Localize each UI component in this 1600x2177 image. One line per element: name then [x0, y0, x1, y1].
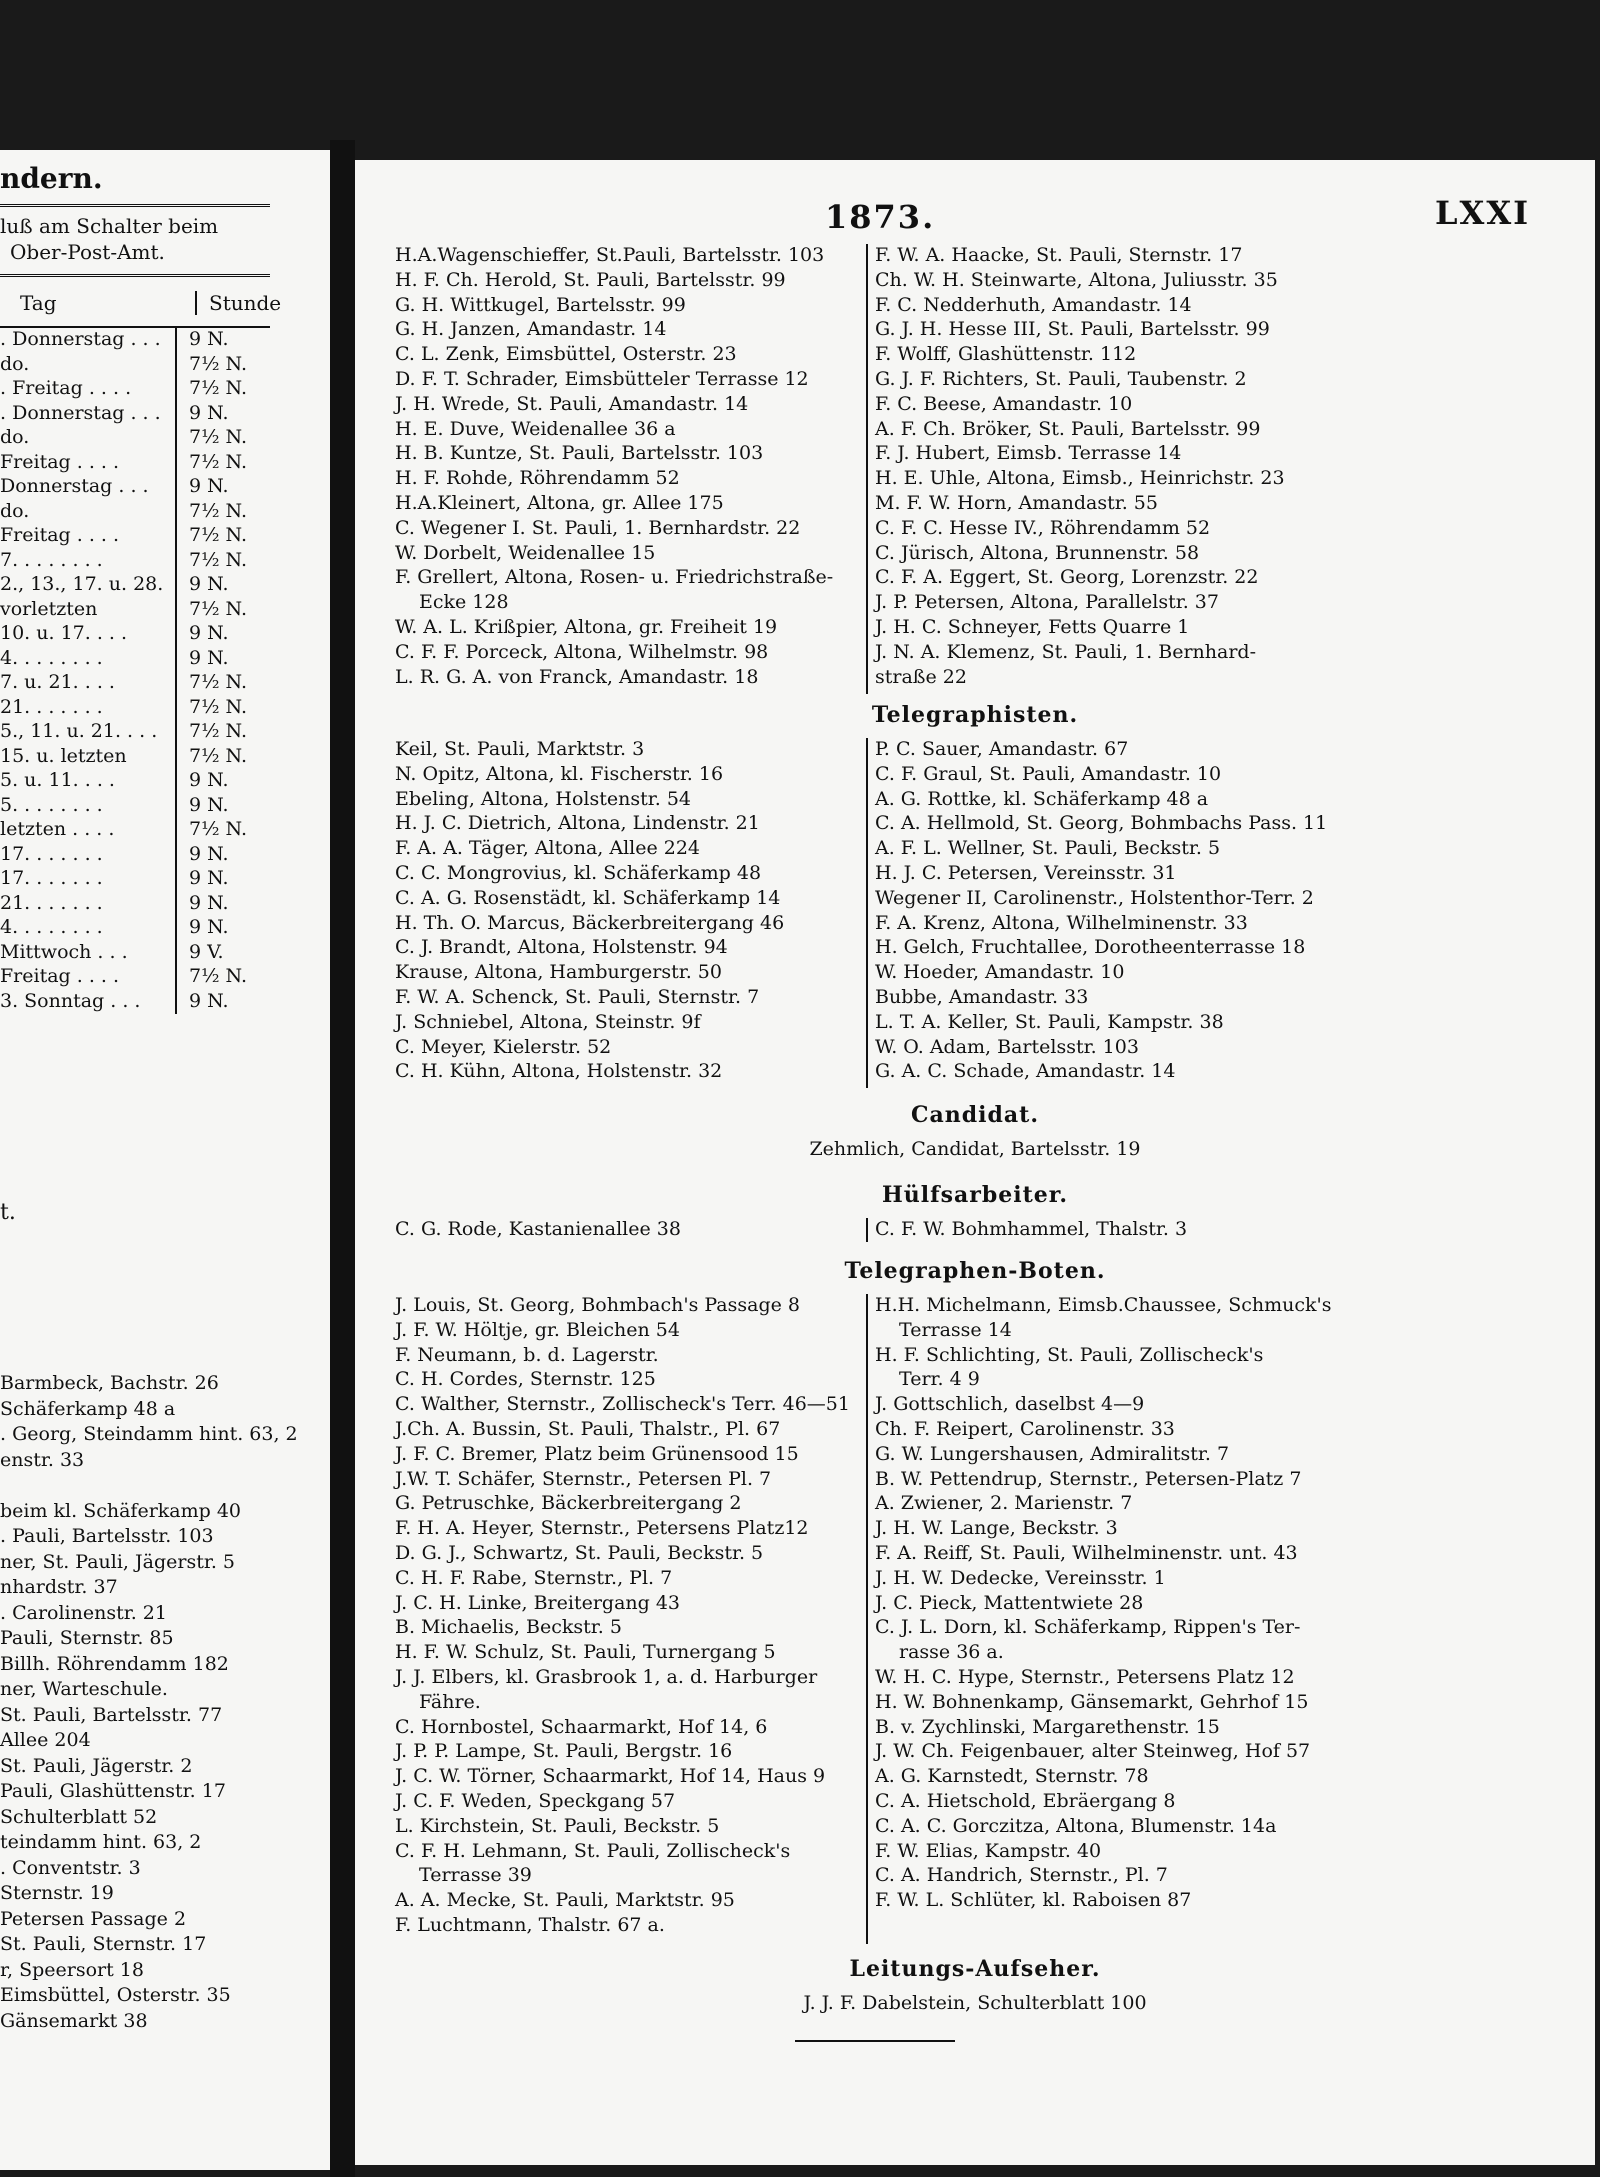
boten-entry: F. W. Elias, Kampstr. 40	[875, 1839, 1102, 1862]
schedule-day: . Donnerstag . . .	[0, 401, 161, 424]
schedule-hour: 7½ N.	[175, 451, 249, 476]
directory-entry: C. F. C. Hesse IV., Röhrendamm 52	[875, 516, 1211, 539]
schedule-hour: 7½ N.	[175, 818, 249, 843]
boten-entry: C. Walther, Sternstr., Zollischeck's Terr. 46—51	[395, 1393, 850, 1416]
schedule-hour: 9 N.	[175, 867, 249, 892]
left-list-line: Barmbeck, Bachstr. 26	[0, 1372, 219, 1394]
left-list-line: Pauli, Sternstr. 85	[0, 1627, 174, 1649]
boten-entry: J. H. W. Lange, Beckstr. 3	[875, 1517, 1118, 1540]
boten-entry: C. H. F. Rabe, Sternstr., Pl. 7	[395, 1566, 673, 1589]
left-page-heading: ndern.	[0, 162, 103, 195]
schedule-row	[0, 745, 270, 770]
schedule-row	[0, 941, 270, 966]
schedule-day: Mittwoch . . .	[0, 940, 128, 963]
section-candidat: Candidat.	[911, 1102, 1039, 1128]
schedule-day: Freitag . . . .	[0, 450, 120, 473]
boten-entry: rasse 36 a.	[899, 1641, 1004, 1664]
schedule-hour: 9 N.	[175, 622, 249, 647]
boten-entry: J. J. Elbers, kl. Grasbrook 1, a. d. Harburger	[395, 1665, 818, 1688]
telegraphist-entry: C. F. Graul, St. Pauli, Amandastr. 10	[875, 762, 1222, 785]
schedule-row	[0, 916, 270, 941]
boten-entry: C. J. L. Dorn, kl. Schäferkamp, Rippen's Ter-	[875, 1616, 1301, 1639]
left-list-line: ner, Warteschule.	[0, 1678, 168, 1700]
left-list-line: Pauli, Glashüttenstr. 17	[0, 1780, 226, 1802]
telegraphist-entry: P. C. Sauer, Amandastr. 67	[875, 738, 1129, 760]
telegraphist-entry: C. A. Hellmold, St. Georg, Bohmbachs Pass. 11	[875, 812, 1328, 835]
boten-entry: Terr. 4 9	[899, 1368, 980, 1391]
schedule-day: 4. . . . . . . .	[0, 916, 103, 938]
telegraphist-entry: J. Schniebel, Altona, Steinstr. 9f	[395, 1010, 701, 1033]
directory-entry: W. Dorbelt, Weidenallee 15	[395, 541, 656, 564]
left-list-line: Allee 204	[0, 1729, 91, 1751]
telegraphist-entry: Keil, St. Pauli, Marktstr. 3	[395, 738, 645, 760]
schedule-day: 5. . . . . . . .	[0, 793, 103, 816]
directory-entry: F. Wolff, Glashüttenstr. 112	[875, 343, 1137, 366]
directory-entry: Ch. W. H. Steinwarte, Altona, Juliusstr. 35	[875, 268, 1278, 291]
huelfsarbeiter-left	[395, 1218, 681, 1243]
schedule-row	[0, 671, 270, 696]
section-leitungs-aufseher: Leitungs-Aufseher.	[849, 1956, 1101, 1982]
telegraphist-entry: Bubbe, Amandastr. 33	[875, 985, 1089, 1008]
boten-entry: J. F. W. Höltje, gr. Bleichen 54	[395, 1318, 680, 1341]
boten-entry: J. P. P. Lampe, St. Pauli, Bergstr. 16	[395, 1740, 733, 1763]
schedule-hour: 7½ N.	[175, 426, 249, 451]
schedule-day: 3. Sonntag . . .	[0, 989, 141, 1012]
schedule-row	[0, 990, 270, 1015]
schedule-day: vorletzten	[0, 597, 98, 620]
boten-entry: F. Neumann, b. d. Lagerstr.	[395, 1343, 659, 1366]
boten-entry: F. W. L. Schlüter, kl. Raboisen 87	[875, 1889, 1192, 1912]
left-list-line: . Carolinenstr. 21	[0, 1601, 167, 1624]
schedule-day: 10. u. 17. . . .	[0, 622, 128, 644]
directory-entry: M. F. W. Horn, Amandastr. 55	[875, 491, 1158, 514]
schedule-day: 17. . . . . . .	[0, 867, 103, 889]
boten-entry: J. C. H. Linke, Breitergang 43	[395, 1591, 681, 1614]
telegraphist-entry: C. Meyer, Kielerstr. 52	[395, 1035, 612, 1058]
left-note-line-2: Ober-Post-Amt.	[10, 240, 165, 264]
directory-entry: L. R. G. A. von Franck, Amandastr. 18	[395, 665, 759, 688]
telegraphisten-right-column	[875, 738, 1327, 1085]
directory-entry: C. L. Zenk, Eimsbüttel, Osterstr. 23	[395, 343, 737, 366]
directory-entry: J. P. Petersen, Altona, Parallelstr. 37	[875, 591, 1219, 614]
schedule-row	[0, 965, 270, 990]
schedule-row	[0, 549, 270, 574]
schedule-hour: 7½ N.	[175, 965, 249, 990]
left-list-line: Sternstr. 19	[0, 1882, 114, 1904]
telegraphist-entry: W. O. Adam, Bartelsstr. 103	[875, 1035, 1139, 1058]
schedule-day: 21. . . . . . .	[0, 891, 103, 914]
directory-entry: J. H. C. Schneyer, Fetts Quarre 1	[875, 615, 1190, 638]
schedule-day: do.	[0, 352, 30, 375]
schedule-hour: 9 N.	[175, 769, 249, 794]
heading-rule	[0, 204, 270, 207]
section-telegraphen-boten: Telegraphen-Boten.	[844, 1258, 1106, 1284]
left-list-line: beim kl. Schäferkamp 40	[0, 1499, 242, 1522]
schedule-hour: 9 N.	[175, 916, 249, 941]
schedule-row	[0, 500, 270, 525]
schedule-row	[0, 696, 270, 721]
schedule-day: Freitag . . . .	[0, 524, 120, 546]
schedule-hour: 7½ N.	[175, 377, 249, 402]
section-telegraphisten: Telegraphisten.	[871, 702, 1079, 728]
telegraphist-entry: C. C. Mongrovius, kl. Schäferkamp 48	[395, 861, 762, 884]
left-list-line: nhardstr. 37	[0, 1576, 118, 1598]
left-list-line: St. Pauli, Bartelsstr. 77	[0, 1703, 223, 1726]
directory-entry: F. J. Hubert, Eimsb. Terrasse 14	[875, 442, 1182, 465]
boten-entry: B. Michaelis, Beckstr. 5	[395, 1616, 622, 1639]
column-separator	[866, 738, 868, 1088]
telegraphist-entry: H. J. C. Petersen, Vereinsstr. 31	[875, 861, 1177, 884]
boten-left-column	[395, 1294, 850, 1939]
directory-entry: Ecke 128	[419, 591, 509, 614]
left-address-list	[0, 1372, 298, 2035]
directory-entry: straße 22	[875, 665, 967, 688]
leitungs-entry: J. J. F. Dabelstein, Schulterblatt 100	[803, 1992, 1147, 2014]
boten-entry: C. A. Hietschold, Ebräergang 8	[875, 1789, 1176, 1812]
header-hour: Stunde	[195, 291, 269, 315]
left-list-line: teindamm hint. 63, 2	[0, 1831, 202, 1853]
boten-entry: A. A. Mecke, St. Pauli, Marktstr. 95	[395, 1889, 735, 1912]
schedule-row	[0, 475, 270, 500]
boten-entry: G. W. Lungershausen, Admiralitstr. 7	[875, 1442, 1230, 1465]
schedule-hour: 9 N.	[175, 892, 249, 917]
telegraphist-entry: Wegener II, Carolinenstr., Holstenthor-Terr. 2	[875, 886, 1314, 909]
left-list-line: St. Pauli, Sternstr. 17	[0, 1933, 207, 1955]
boten-entry: C. A. C. Gorczitza, Altona, Blumenstr. 14a	[875, 1814, 1277, 1837]
schedule-hour: 9 N.	[175, 843, 249, 868]
schedule-row	[0, 769, 270, 794]
boten-entry: Fähre.	[419, 1690, 481, 1713]
directory-entry: F. C. Beese, Amandastr. 10	[875, 392, 1133, 415]
schedule-row	[0, 328, 270, 353]
left-list-line: . Pauli, Bartelsstr. 103	[0, 1525, 214, 1547]
boten-entry: G. Petruschke, Bäckerbreitergang 2	[395, 1492, 742, 1515]
schedule-hour: 9 V.	[175, 941, 249, 966]
schedule-hour: 9 N.	[175, 328, 249, 353]
schedule-row	[0, 598, 270, 623]
end-rule	[795, 2040, 955, 2042]
left-list-line: Billh. Röhrendamm 182	[0, 1652, 229, 1675]
directory-entry: F. C. Nedderhuth, Amandastr. 14	[875, 293, 1192, 316]
schedule-hour: 7½ N.	[175, 549, 249, 574]
schedule-day: Donnerstag . . .	[0, 475, 149, 497]
telegraphisten-left-column	[395, 738, 784, 1085]
header-day: Tag	[20, 291, 57, 315]
schedule-day: letzten . . . .	[0, 818, 115, 840]
boten-entry: J.Ch. A. Bussin, St. Pauli, Thalstr., Pl. 67	[395, 1417, 781, 1440]
schedule-hour: 7½ N.	[175, 598, 249, 623]
left-list-line: enstr. 33	[0, 1448, 85, 1471]
schedule-row	[0, 353, 270, 378]
directory-entry: G. H. Wittkugel, Bartelsstr. 99	[395, 293, 686, 316]
left-list-line: Gänsemarkt 38	[0, 2009, 148, 2032]
boten-entry: F. H. A. Heyer, Sternstr., Petersens Platz12	[395, 1517, 809, 1540]
schedule-table-header	[0, 280, 282, 328]
schedule-table	[0, 280, 282, 1014]
directory-entry: C. F. A. Eggert, St. Georg, Lorenzstr. 22	[875, 566, 1259, 589]
schedule-row	[0, 622, 270, 647]
schedule-hour: 7½ N.	[175, 524, 249, 549]
schedule-hour: 7½ N.	[175, 500, 249, 525]
boten-entry: H. F. W. Schulz, St. Pauli, Turnergang 5	[395, 1641, 776, 1664]
schedule-day: do.	[0, 499, 30, 522]
boten-entry: H. W. Bohnenkamp, Gänsemarkt, Gehrhof 15	[875, 1690, 1309, 1713]
directory-entry: W. A. L. Krißpier, Altona, gr. Freiheit 19	[395, 615, 778, 638]
telegraphist-entry: A. F. L. Wellner, St. Pauli, Beckstr. 5	[875, 837, 1221, 860]
schedule-day: . Donnerstag . . .	[0, 328, 161, 350]
telegraphist-entry: N. Opitz, Altona, kl. Fischerstr. 16	[395, 762, 724, 785]
boten-entry: J. Louis, St. Georg, Bohmbach's Passage 8	[395, 1294, 800, 1316]
directory-entry: H. F. Ch. Herold, St. Pauli, Bartelsstr. 99	[395, 268, 786, 291]
left-list-line: . Georg, Steindamm hint. 63, 2	[0, 1423, 298, 1445]
directory-entry: D. F. T. Schrader, Eimsbütteler Terrasse 12	[395, 367, 809, 390]
boten-entry: B. v. Zychlinski, Margarethenstr. 15	[875, 1715, 1220, 1738]
schedule-row	[0, 720, 270, 745]
directory-entry: H. E. Uhle, Altona, Eimsb., Heinrichstr. 23	[875, 467, 1285, 490]
boten-entry: J. H. W. Dedecke, Vereinsstr. 1	[875, 1566, 1166, 1589]
telegraphist-entry: C. H. Kühn, Altona, Holstenstr. 32	[395, 1060, 723, 1083]
directory-entry: G. H. Janzen, Amandastr. 14	[395, 318, 667, 341]
directory-entry: F. Grellert, Altona, Rosen- u. Friedrichstraße-	[395, 566, 834, 589]
telegraphist-entry: F. A. Krenz, Altona, Wilhelminenstr. 33	[875, 911, 1248, 934]
boten-entry: L. Kirchstein, St. Pauli, Beckstr. 5	[395, 1814, 720, 1837]
schedule-hour: 9 N.	[175, 573, 249, 598]
directory-entry: C. Wegener I. St. Pauli, 1. Bernhardstr. 22	[395, 516, 801, 539]
table-top-rule	[0, 274, 270, 277]
left-list-line: r, Speersort 18	[0, 1958, 144, 1981]
boten-entry: C. Hornbostel, Schaarmarkt, Hof 14, 6	[395, 1715, 768, 1738]
boten-entry: J. F. C. Bremer, Platz beim Grünensood 15	[395, 1442, 799, 1465]
left-list-line	[0, 1474, 298, 1500]
schedule-row	[0, 867, 270, 892]
schedule-day: Freitag . . . .	[0, 965, 120, 987]
directory-entry: H. F. Rohde, Röhrendamm 52	[395, 467, 680, 490]
boten-entry: W. H. C. Hype, Sternstr., Petersens Platz 12	[875, 1665, 1295, 1688]
column-separator	[866, 1294, 868, 1944]
schedule-hour: 7½ N.	[175, 671, 249, 696]
column-separator	[866, 1218, 868, 1242]
schedule-hour: 7½ N.	[175, 353, 249, 378]
top-left-column	[395, 244, 833, 690]
book-gutter	[330, 140, 355, 2177]
directory-entry: G. J. H. Hesse III, St. Pauli, Bartelsstr. 99	[875, 318, 1270, 341]
left-list-line: Schulterblatt 52	[0, 1805, 158, 1828]
telegraphist-entry: H. Gelch, Fruchtallee, Dorotheenterrasse 18	[875, 936, 1306, 959]
column-separator	[866, 244, 868, 694]
left-page	[0, 150, 330, 2170]
directory-entry: C. Jürisch, Altona, Brunnenstr. 58	[875, 541, 1200, 564]
schedule-day: 2., 13., 17. u. 28.	[0, 573, 164, 595]
boten-entry: J. C. Pieck, Mattentwiete 28	[875, 1591, 1144, 1614]
schedule-row	[0, 426, 270, 451]
section-huelfsarbeiter: Hülfsarbeiter.	[882, 1182, 1068, 1208]
boten-entry: J. C. W. Törner, Schaarmarkt, Hof 14, Haus 9	[395, 1765, 826, 1788]
directory-entry: H.A.Kleinert, Altona, gr. Allee 175	[395, 491, 724, 514]
telegraphist-entry: Krause, Altona, Hamburgerstr. 50	[395, 961, 722, 984]
telegraphist-entry: H. J. C. Dietrich, Altona, Lindenstr. 21	[395, 812, 760, 835]
boten-entry: H.H. Michelmann, Eimsb.Chaussee, Schmuck's	[875, 1294, 1332, 1316]
telegraphist-entry: F. W. A. Schenck, St. Pauli, Sternstr. 7	[395, 985, 760, 1008]
boten-entry: J.W. T. Schäfer, Sternstr., Petersen Pl. 7	[395, 1467, 772, 1490]
boten-entry: B. W. Pettendrup, Sternstr., Petersen-Platz 7	[875, 1467, 1302, 1490]
boten-entry: H. F. Schlichting, St. Pauli, Zollischeck's	[875, 1343, 1264, 1366]
huelfs-right-entry: C. F. W. Bohmhammel, Thalstr. 3	[875, 1218, 1188, 1240]
huelfsarbeiter-right	[875, 1218, 1187, 1243]
schedule-hour: 9 N.	[175, 402, 249, 427]
schedule-row	[0, 573, 270, 598]
right-page	[355, 160, 1595, 2165]
boten-entry: F. A. Reiff, St. Pauli, Wilhelminenstr. unt. 43	[875, 1541, 1298, 1564]
top-right-column	[875, 244, 1285, 690]
telegraphist-entry: A. G. Rottke, kl. Schäferkamp 48 a	[875, 787, 1209, 810]
boten-entry: C. F. H. Lehmann, St. Pauli, Zollischeck's	[395, 1839, 791, 1862]
schedule-day: 5., 11. u. 21. . . .	[0, 720, 158, 742]
boten-right-column	[875, 1294, 1331, 1914]
boten-entry: A. G. Karnstedt, Sternstr. 78	[875, 1765, 1149, 1788]
schedule-rows	[0, 328, 270, 1014]
schedule-day: 7. u. 21. . . .	[0, 671, 115, 693]
telegraphist-entry: G. A. C. Schade, Amandastr. 14	[875, 1060, 1176, 1083]
telegraphist-entry: Ebeling, Altona, Holstenstr. 54	[395, 787, 692, 810]
directory-entry: H. B. Kuntze, St. Pauli, Bartelsstr. 103	[395, 442, 764, 465]
left-list-line: Petersen Passage 2	[0, 1907, 187, 1930]
telegraphist-entry: L. T. A. Keller, St. Pauli, Kampstr. 38	[875, 1010, 1224, 1033]
schedule-hour: 7½ N.	[175, 720, 249, 745]
directory-entry: J. H. Wrede, St. Pauli, Amandastr. 14	[395, 392, 749, 415]
left-note-line-1: luß am Schalter beim	[0, 214, 219, 238]
schedule-day: 4. . . . . . . .	[0, 646, 103, 669]
schedule-day: 7. . . . . . . .	[0, 548, 103, 571]
left-mark: t.	[0, 1200, 16, 1225]
left-list-line: . Conventstr. 3	[0, 1856, 141, 1879]
schedule-hour: 9 N.	[175, 647, 249, 672]
huelfs-left-entry: C. G. Rode, Kastanienallee 38	[395, 1218, 681, 1240]
year-heading: 1873.	[825, 198, 936, 236]
schedule-day: 17. . . . . . .	[0, 842, 103, 865]
directory-entry: G. J. F. Richters, St. Pauli, Taubenstr. 2	[875, 367, 1247, 390]
schedule-day: 15. u. letzten	[0, 744, 127, 767]
telegraphist-entry: C. A. G. Rosenstädt, kl. Schäferkamp 14	[395, 886, 781, 909]
left-list-line: Eimsbüttel, Osterstr. 35	[0, 1984, 231, 2006]
schedule-row	[0, 647, 270, 672]
schedule-day: . Freitag . . . .	[0, 377, 132, 399]
schedule-row	[0, 377, 270, 402]
schedule-day: do.	[0, 426, 30, 448]
boten-entry: J. Gottschlich, daselbst 4—9	[875, 1393, 1145, 1416]
boten-entry: Terrasse 39	[419, 1864, 532, 1887]
left-list-line: Schäferkamp 48 a	[0, 1397, 176, 1420]
schedule-day: 5. u. 11. . . .	[0, 769, 115, 791]
page-number: LXXI	[1435, 194, 1531, 232]
schedule-hour: 9 N.	[175, 990, 249, 1015]
schedule-hour: 7½ N.	[175, 745, 249, 770]
schedule-hour: 7½ N.	[175, 696, 249, 721]
boten-entry: D. G. J., Schwartz, St. Pauli, Beckstr. 5	[395, 1541, 764, 1564]
directory-entry: H.A.Wagenschieffer, St.Pauli, Bartelsstr. 103	[395, 244, 825, 266]
boten-entry: Ch. F. Reipert, Carolinenstr. 33	[875, 1417, 1175, 1440]
schedule-hour: 9 N.	[175, 794, 249, 819]
boten-entry: Terrasse 14	[899, 1318, 1012, 1341]
schedule-row	[0, 524, 270, 549]
schedule-row	[0, 451, 270, 476]
boten-entry: J. C. F. Weden, Speckgang 57	[395, 1789, 676, 1812]
telegraphist-entry: C. J. Brandt, Altona, Holstenstr. 94	[395, 936, 728, 959]
boten-entry: J. W. Ch. Feigenbauer, alter Steinweg, Hof 57	[875, 1740, 1311, 1763]
directory-entry: J. N. A. Klemenz, St. Pauli, 1. Bernhard-	[875, 640, 1256, 663]
boten-entry: C. A. Handrich, Sternstr., Pl. 7	[875, 1864, 1168, 1887]
candidat-entry: Zehmlich, Candidat, Bartelsstr. 19	[809, 1138, 1141, 1160]
directory-entry: A. F. Ch. Bröker, St. Pauli, Bartelsstr. 99	[875, 417, 1261, 440]
left-list-line: St. Pauli, Jägerstr. 2	[0, 1754, 193, 1777]
schedule-row	[0, 402, 270, 427]
schedule-row	[0, 818, 270, 843]
schedule-row	[0, 892, 270, 917]
directory-entry: H. E. Duve, Weidenallee 36 a	[395, 417, 676, 440]
boten-entry: A. Zwiener, 2. Marienstr. 7	[875, 1492, 1133, 1515]
schedule-row	[0, 843, 270, 868]
schedule-hour: 9 N.	[175, 475, 249, 500]
boten-entry: C. H. Cordes, Sternstr. 125	[395, 1368, 656, 1391]
left-list-line: ner, St. Pauli, Jägerstr. 5	[0, 1550, 235, 1573]
boten-entry: F. Luchtmann, Thalstr. 67 a.	[395, 1913, 665, 1936]
schedule-row	[0, 794, 270, 819]
schedule-day: 21. . . . . . .	[0, 695, 103, 718]
telegraphist-entry: F. A. A. Täger, Altona, Allee 224	[395, 837, 701, 860]
telegraphist-entry: W. Hoeder, Amandastr. 10	[875, 961, 1125, 984]
directory-entry: F. W. A. Haacke, St. Pauli, Sternstr. 17	[875, 244, 1243, 266]
telegraphist-entry: H. Th. O. Marcus, Bäckerbreitergang 46	[395, 911, 785, 934]
directory-entry: C. F. F. Porceck, Altona, Wilhelmstr. 98	[395, 640, 769, 663]
